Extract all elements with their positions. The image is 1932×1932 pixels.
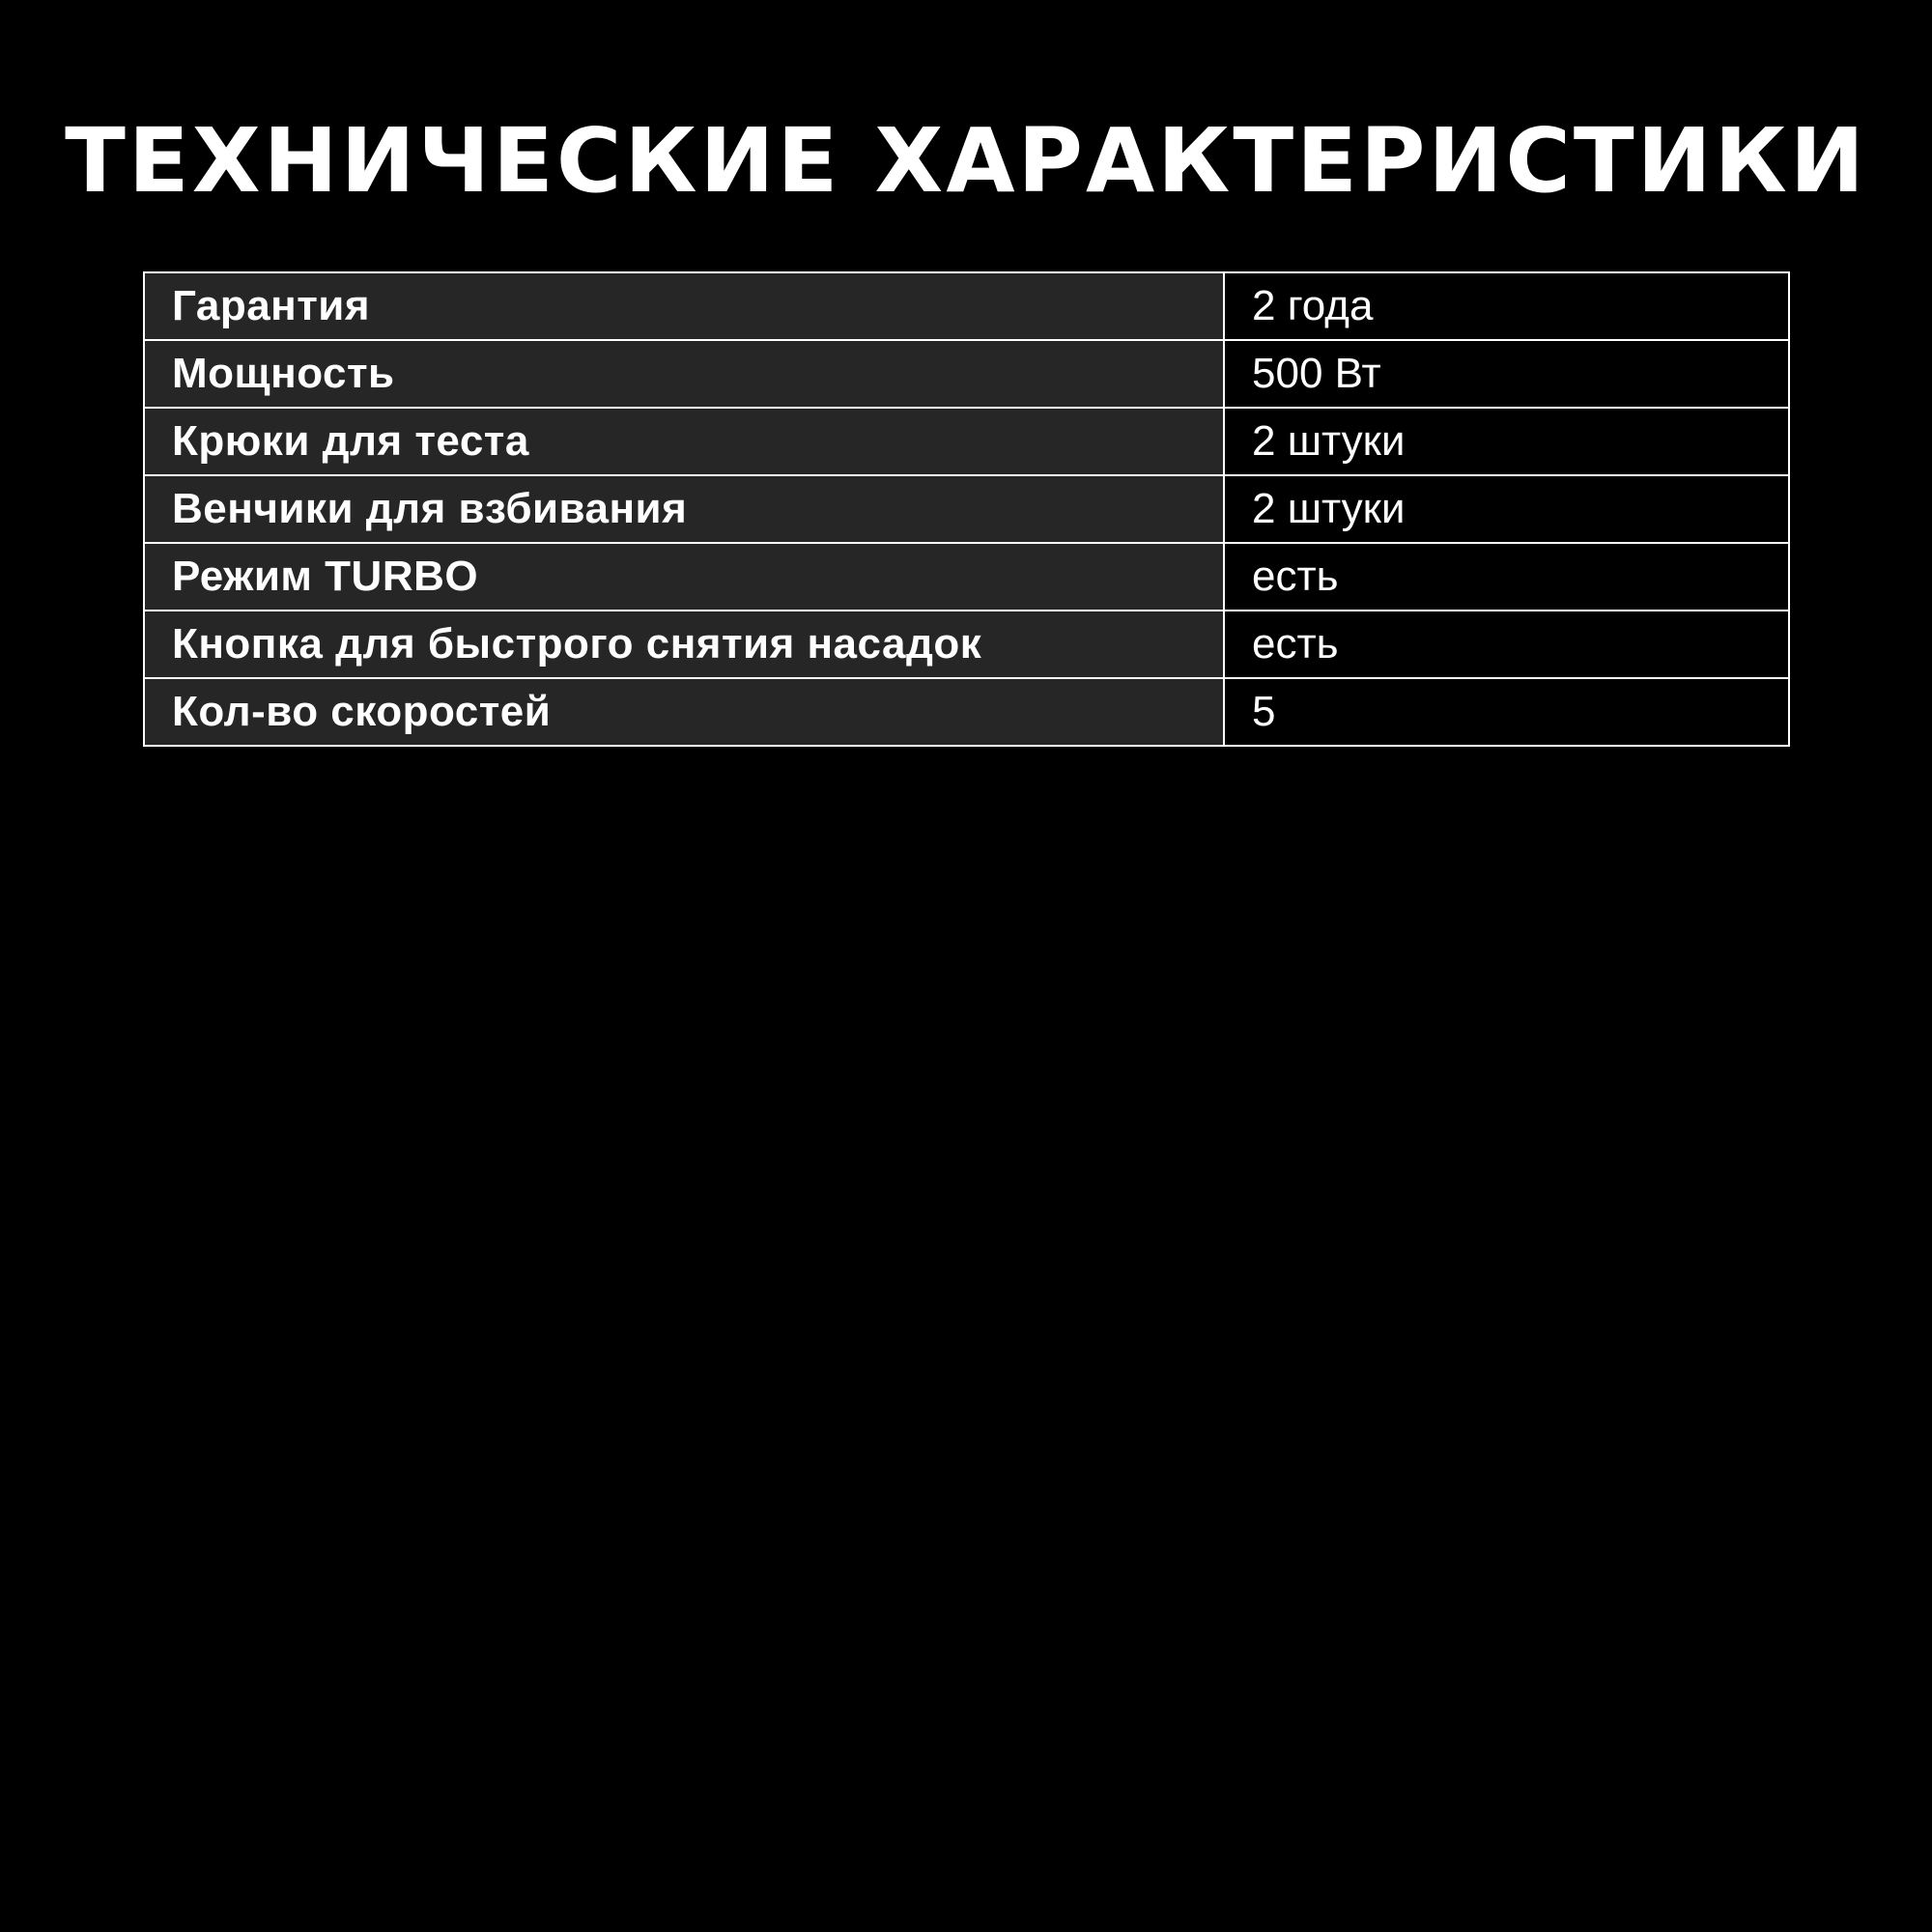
spec-value: 5 bbox=[1224, 678, 1789, 746]
spec-value: 2 штуки bbox=[1224, 475, 1789, 543]
table-row bbox=[144, 475, 1789, 543]
spec-label: Мощность bbox=[144, 340, 1224, 408]
spec-value: 2 года bbox=[1224, 272, 1789, 340]
spec-label: Кнопка для быстрого снятия насадок bbox=[144, 611, 1224, 678]
spec-label: Гарантия bbox=[144, 272, 1224, 340]
page-title: ТЕХНИЧЕСКИЕ ХАРАКТЕРИСТИКИ bbox=[65, 109, 1867, 213]
table-row bbox=[144, 340, 1789, 408]
spec-label: Режим TURBO bbox=[144, 543, 1224, 611]
spec-value: 500 Вт bbox=[1224, 340, 1789, 408]
spec-label: Крюки для теста bbox=[144, 408, 1224, 475]
spec-value: есть bbox=[1224, 611, 1789, 678]
spec-table bbox=[143, 271, 1790, 747]
spec-label: Кол-во скоростей bbox=[144, 678, 1224, 746]
table-row bbox=[144, 272, 1789, 340]
table-row bbox=[144, 543, 1789, 611]
table-row bbox=[144, 408, 1789, 475]
table-row bbox=[144, 678, 1789, 746]
spec-value: 2 штуки bbox=[1224, 408, 1789, 475]
spec-label: Венчики для взбивания bbox=[144, 475, 1224, 543]
spec-value: есть bbox=[1224, 543, 1789, 611]
table-row bbox=[144, 611, 1789, 678]
